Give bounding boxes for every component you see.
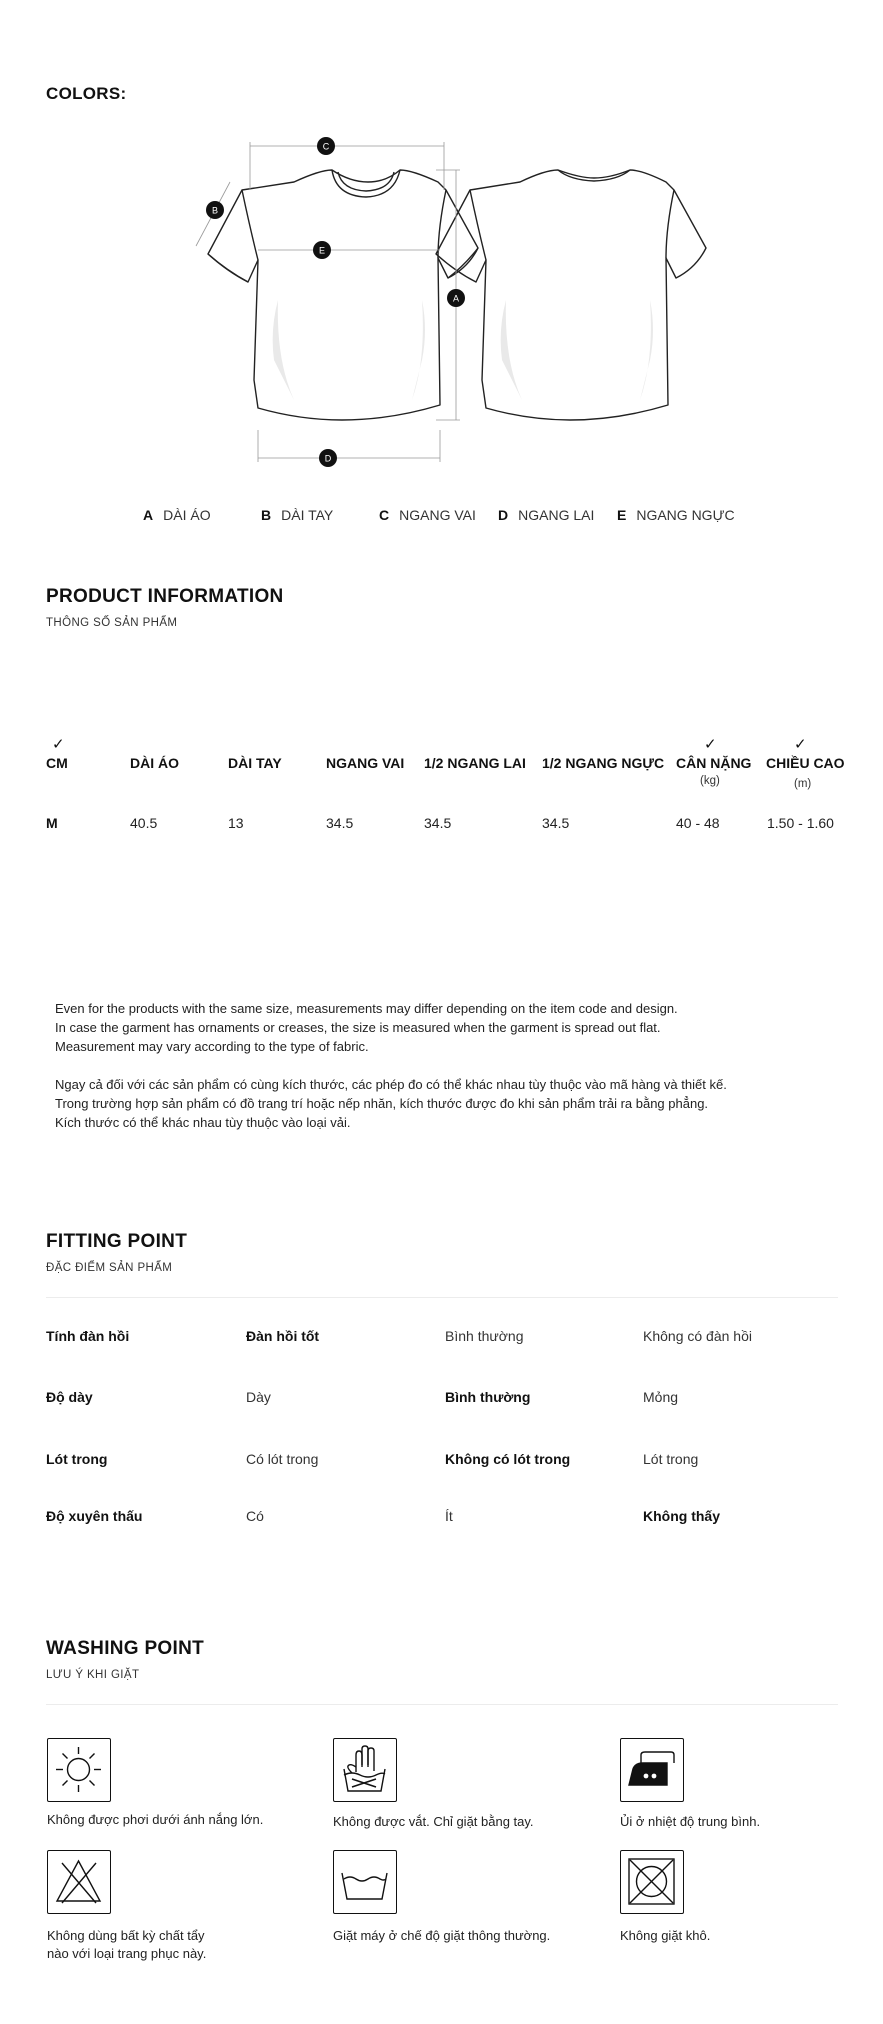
check-icon: ✓: [704, 736, 717, 753]
table-cell-hem: 34.5: [424, 815, 452, 831]
table-cell-shoulder: 34.5: [326, 815, 354, 831]
tshirt-measurement-diagram: [190, 130, 710, 470]
table-header-cm: CM: [46, 755, 68, 771]
back-shirt-outline: [436, 170, 706, 420]
washing-title: WASHING POINT: [46, 1638, 205, 1659]
product-info-subtitle: THÔNG SỐ SẢN PHẨM: [46, 617, 178, 629]
fitting-option: Dày: [246, 1389, 271, 1405]
legend-item-b: B DÀI TAY: [261, 507, 334, 523]
table-header-sleeve: DÀI TAY: [228, 755, 282, 771]
height-unit: (m): [794, 778, 812, 790]
svg-text:B: B: [211, 205, 219, 216]
fitting-divider: [46, 1297, 838, 1298]
note-english-line: Measurement may vary according to the type of fabric.: [55, 1039, 369, 1054]
fitting-option: Bình thường: [445, 1328, 524, 1344]
machine-wash-icon: [333, 1850, 397, 1914]
fitting-label-sheerness: Độ xuyên thấu: [46, 1508, 143, 1524]
marker-a-badge: [447, 289, 465, 307]
fitting-subtitle: ĐẶC ĐIỂM SẢN PHẨM: [46, 1262, 173, 1274]
fitting-option: Lót trong: [643, 1451, 699, 1467]
fitting-option-selected: Không thấy: [643, 1508, 720, 1524]
hand-wash-icon: [333, 1738, 397, 1802]
svg-text:A: A: [452, 293, 460, 304]
washing-text: Ủi ở nhiệt độ trung bình.: [620, 1814, 761, 1829]
washing-divider: [46, 1704, 838, 1705]
check-icon: ✓: [52, 736, 65, 753]
table-header-shoulder: NGANG VAI: [326, 755, 405, 771]
fitting-option: Có lót trong: [246, 1451, 319, 1467]
washing-text: Không được vắt. Chỉ giặt bằng tay.: [333, 1814, 534, 1829]
table-cell-chest: 34.5: [542, 815, 570, 831]
fitting-label-thickness: Độ dày: [46, 1389, 93, 1405]
note-vietnamese-line: Ngay cả đối với các sản phẩm có cùng kích thước, các phép đo có thể khác nhau tùy thuộc vào mã hàng và thiết kế.: [55, 1077, 727, 1092]
fitting-title: FITTING POINT: [46, 1231, 188, 1252]
fitting-option-selected: Đàn hồi tốt: [246, 1328, 320, 1344]
fitting-option: Có: [246, 1508, 264, 1524]
marker-d-badge: [319, 449, 337, 467]
no-dry-clean-icon: [620, 1850, 684, 1914]
measurement-notes: [55, 999, 835, 1132]
table-header-hem: 1/2 NGANG LAI: [424, 755, 526, 771]
washing-text: Giặt máy ở chế độ giặt thông thường.: [333, 1928, 551, 1943]
no-sun-dry-icon: [47, 1738, 111, 1802]
no-bleach-icon: [47, 1850, 111, 1914]
fitting-option: Mỏng: [643, 1389, 679, 1405]
note-english-line: Even for the products with the same size, measurements may differ depending on the item code and design.: [55, 1001, 678, 1016]
washing-text: Không giặt khô.: [620, 1928, 711, 1943]
note-vietnamese-line: Trong trường hợp sản phẩm có đồ trang trí hoặc nếp nhăn, kích thước được đo khi sản phẩm trải ra bằng phẳng.: [55, 1096, 709, 1111]
product-info-title: PRODUCT INFORMATION: [46, 586, 284, 607]
table-cell-size: M: [46, 815, 58, 831]
iron-medium-icon: [620, 1738, 684, 1802]
note-vietnamese-line: Kích thước có thể khác nhau tùy thuộc vào loại vải.: [55, 1115, 351, 1130]
fitting-label-elasticity: Tính đàn hồi: [46, 1328, 130, 1344]
fitting-label-lining: Lót trong: [46, 1451, 108, 1467]
table-header-chest: 1/2 NGANG NGỰC: [542, 755, 665, 771]
table-cell-weight: 40 - 48: [676, 815, 720, 831]
svg-text:C: C: [322, 141, 330, 152]
table-header-height: CHIỀU CAO: [766, 755, 845, 771]
svg-text:E: E: [318, 245, 326, 256]
table-cell-height: 1.50 - 1.60: [767, 815, 834, 831]
legend-item-d: D NGANG LAI: [498, 507, 595, 523]
legend-item-e: E NGANG NGỰC: [617, 507, 735, 523]
washing-text: Không dùng bất kỳ chất tẩy nào với loại trang phục này.: [47, 1928, 207, 1961]
washing-subtitle: LƯU Ý KHI GIẶT: [46, 1669, 140, 1681]
table-header-weight: CÂN NẶNG: [676, 755, 752, 771]
washing-text: Không được phơi dưới ánh nắng lớn.: [47, 1812, 264, 1827]
colors-title: COLORS:: [46, 84, 127, 103]
svg-text:D: D: [324, 453, 332, 464]
note-english-line: In case the garment has ornaments or creases, the size is measured when the garment is spread out flat.: [55, 1020, 661, 1035]
fitting-table: [46, 1328, 846, 1528]
marker-e-badge: [313, 241, 331, 259]
size-table: [46, 735, 846, 835]
fitting-option: Không có đàn hồi: [643, 1328, 752, 1344]
front-shirt-outline: [208, 170, 478, 420]
table-cell-length: 40.5: [130, 815, 158, 831]
table-header-length: DÀI ÁO: [130, 755, 179, 771]
check-icon: ✓: [794, 736, 807, 753]
fitting-option: Ít: [445, 1508, 453, 1524]
table-cell-sleeve: 13: [228, 815, 244, 831]
marker-b-badge: [206, 201, 224, 219]
legend-item-a: A DÀI ÁO: [143, 507, 211, 523]
fitting-option-selected: Bình thường: [445, 1389, 531, 1405]
legend-item-c: C NGANG VAI: [379, 507, 476, 523]
weight-unit: (kg): [700, 775, 720, 787]
fitting-option-selected: Không có lót trong: [445, 1451, 571, 1467]
marker-c-badge: [317, 137, 335, 155]
